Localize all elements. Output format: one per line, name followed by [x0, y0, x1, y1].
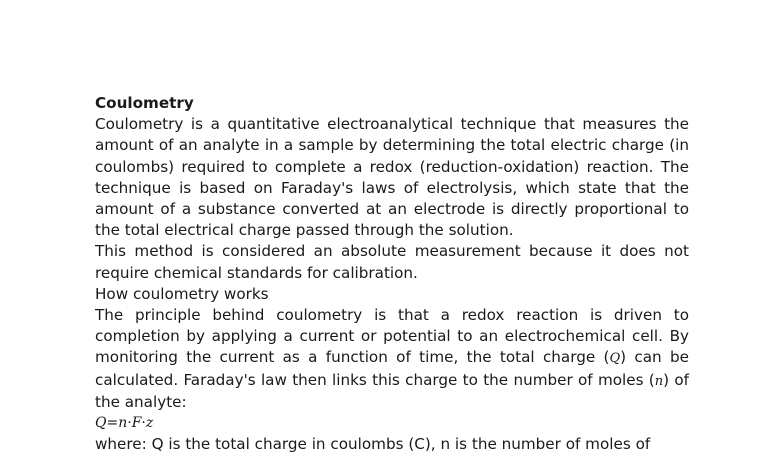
variable-q: Q: [609, 351, 621, 367]
principle-text-c: ) of the analyte:: [95, 370, 689, 411]
formula-dot-1: ·: [127, 415, 132, 432]
document-title: Coulometry: [95, 94, 194, 112]
paragraph-absolute-measurement: This method is considered an absolute measurement because it does not require chemical standards for calibration.: [95, 242, 689, 282]
formula-q: Q: [95, 415, 107, 432]
variable-n: n: [654, 373, 664, 389]
paragraph-principle: [95, 305, 689, 413]
formula-n: n: [118, 415, 128, 432]
formula-equals: =: [106, 415, 119, 432]
principle-text-a: The principle behind coulometry is that a redox reaction is driven to completion by applying a current or potential to an electrochemical cell. By monitoring the current as a function of time, the total charge (: [95, 306, 689, 367]
formula-f: F: [131, 415, 142, 432]
principle-text-b: ) can be calculated. Faraday's law then links this charge to the number of moles (: [95, 348, 689, 389]
formula-z: z: [145, 415, 154, 432]
paragraph-intro: Coulometry is a quantitative electroanalytical technique that measures the amount of an analyte in a sample by determining the total electric charge (in coulombs) required to complete a redox (reduction-oxidation) reaction. The technique is based on Faraday's laws of electrolysis, which state that the amount of a substance converted at an electrode is directly proportional to the total electrical charge passed through the solution.: [95, 115, 689, 240]
formula-dot-2: ·: [141, 415, 146, 432]
document-body: [95, 93, 689, 455]
faraday-formula: [95, 413, 689, 434]
paragraph-where: where: Q is the total charge in coulombs (C), n is the number of moles of: [95, 435, 651, 454]
section-heading-how-it-works: How coulometry works: [95, 284, 269, 303]
